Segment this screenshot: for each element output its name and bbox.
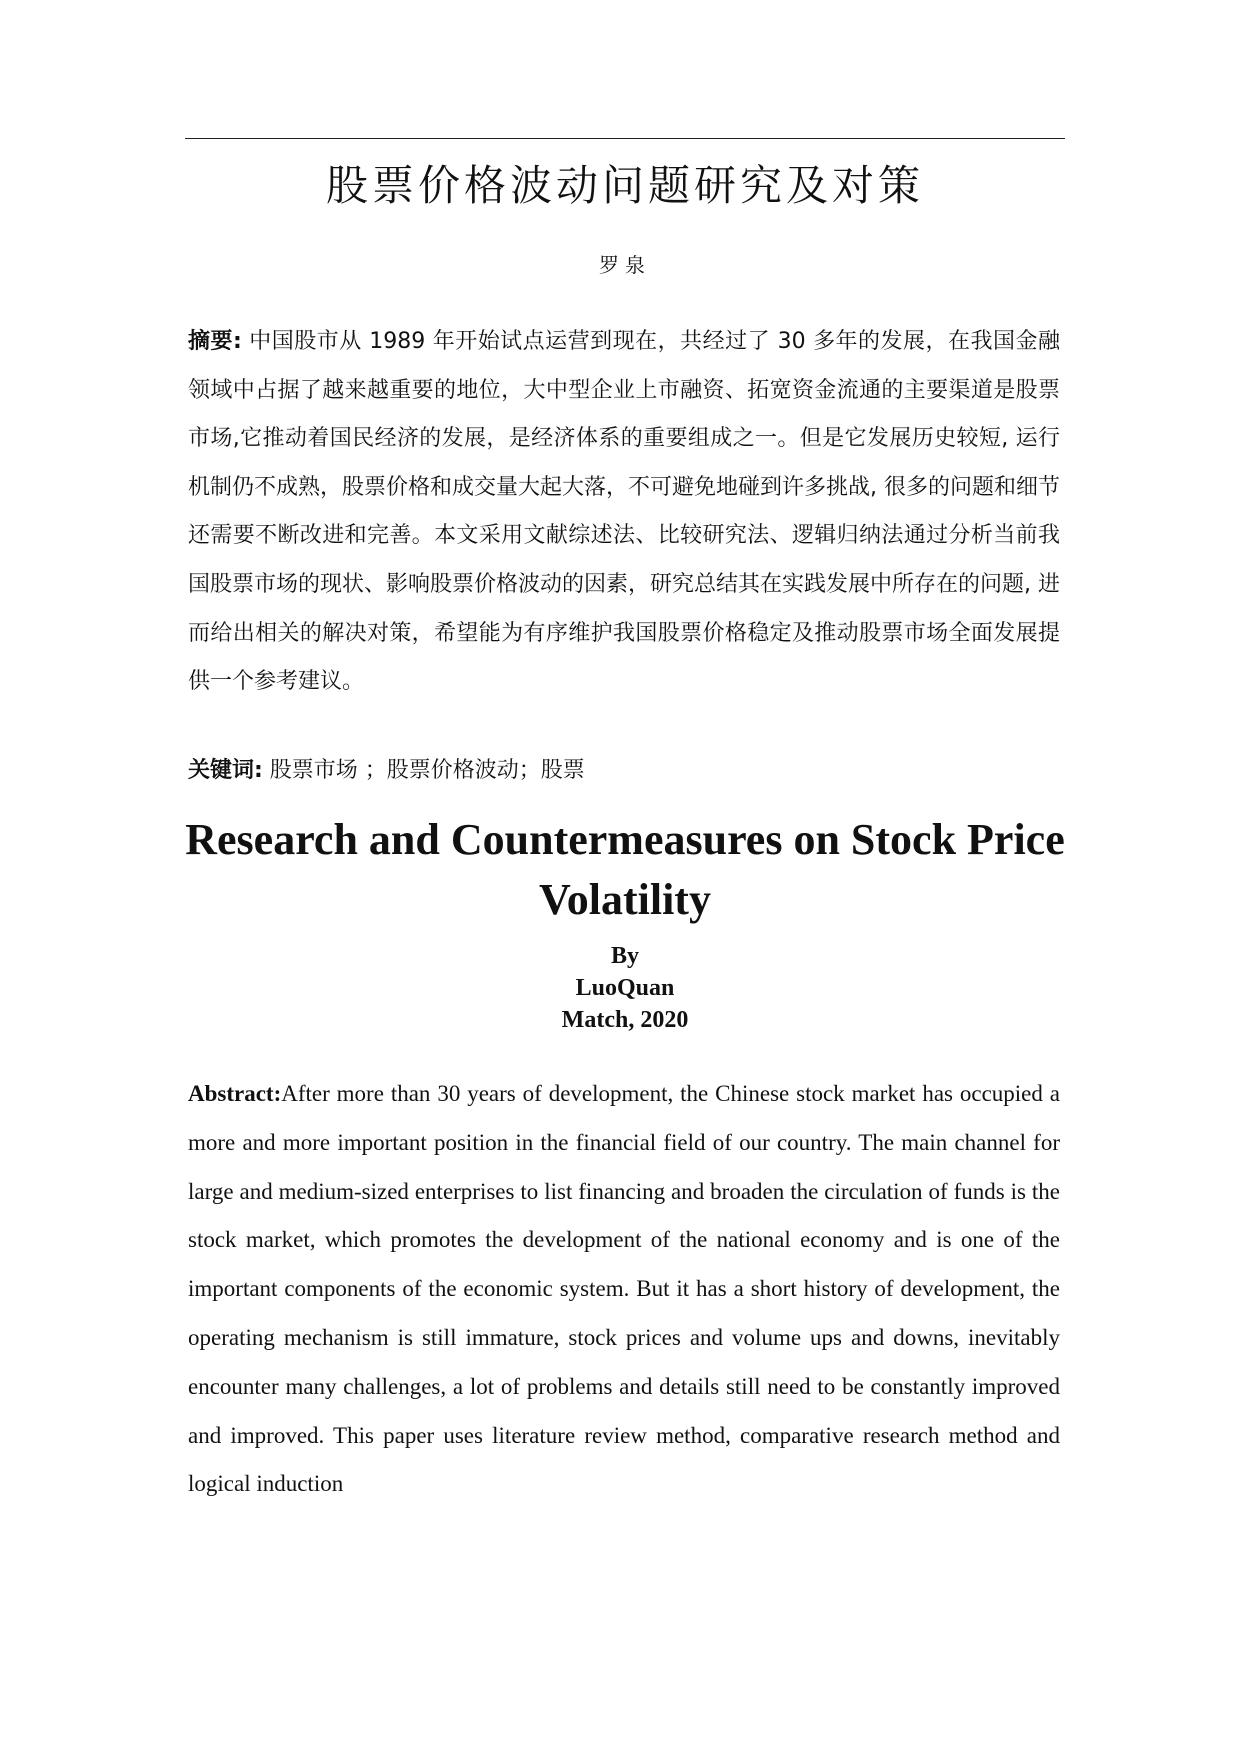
chinese-keywords — [188, 753, 1060, 789]
chinese-author: 罗泉 — [599, 253, 651, 277]
chinese-abstract — [188, 318, 1060, 707]
english-abstract — [188, 1070, 1060, 1509]
chinese-abstract-label: 摘要: — [188, 329, 242, 354]
english-abstract-text: After more than 30 years of development, the Chinese stock market has occupied a more and more important position in the financial field of our country. The main channel for large and medium-sized enterprises to list financing and broaden the circulation of funds is the stock market, which promotes the development of the national economy and is one of the important components of the economic system. But it has a short history of development, the operating mechanism is still immature, stock prices and volume ups and downs, inevitably encounter many challenges, a lot of problems and details still need to be constantly improved and improved. This paper uses literature review method, comparative research method and logical induction — [188, 1081, 1060, 1497]
chinese-keywords-text: 股票市场 ；股票价格波动；股票 — [262, 758, 585, 783]
english-title: Research and Countermeasures on Stock Price Volatility — [185, 815, 1065, 924]
chinese-keywords-label: 关键词: — [188, 758, 263, 783]
byline-author: LuoQuan — [575, 975, 675, 1001]
header-rule — [185, 138, 1065, 139]
chinese-title: 股票价格波动问题研究及对策 — [325, 161, 924, 210]
english-abstract-label: Abstract: — [188, 1081, 282, 1106]
english-byline — [185, 940, 1065, 1036]
byline-date: Match, 2020 — [561, 1007, 689, 1033]
chinese-abstract-text: 中国股市从 1989 年开始试点运营到现在，共经过了 30 多年的发展，在我国金融领域中占据了越来越重要的地位，大中型企业上市融资、拓宽资金流通的主要渠道是股票市场,它推动着国民经济的发展，是经济体系的重要组成之一。但是它发展历史较短, 运行机制仍不成熟，股票价格和成交量大起大落，不可避免地碰到许多挑战, 很多的问题和细节还需要不断改进和完善。本文采用文献综述法、比较研究法、逻辑归纳法通过分析当前我国股票市场的现状、影响股票价格波动的因素，研究总结其在实践发展中所存在的问题, 进而给出相关的解决对策，希望能为有序维护我国股票价格稳定及推动股票市场全面发展提供一个参考建议。 — [188, 329, 1060, 695]
byline-by: By — [610, 943, 639, 969]
